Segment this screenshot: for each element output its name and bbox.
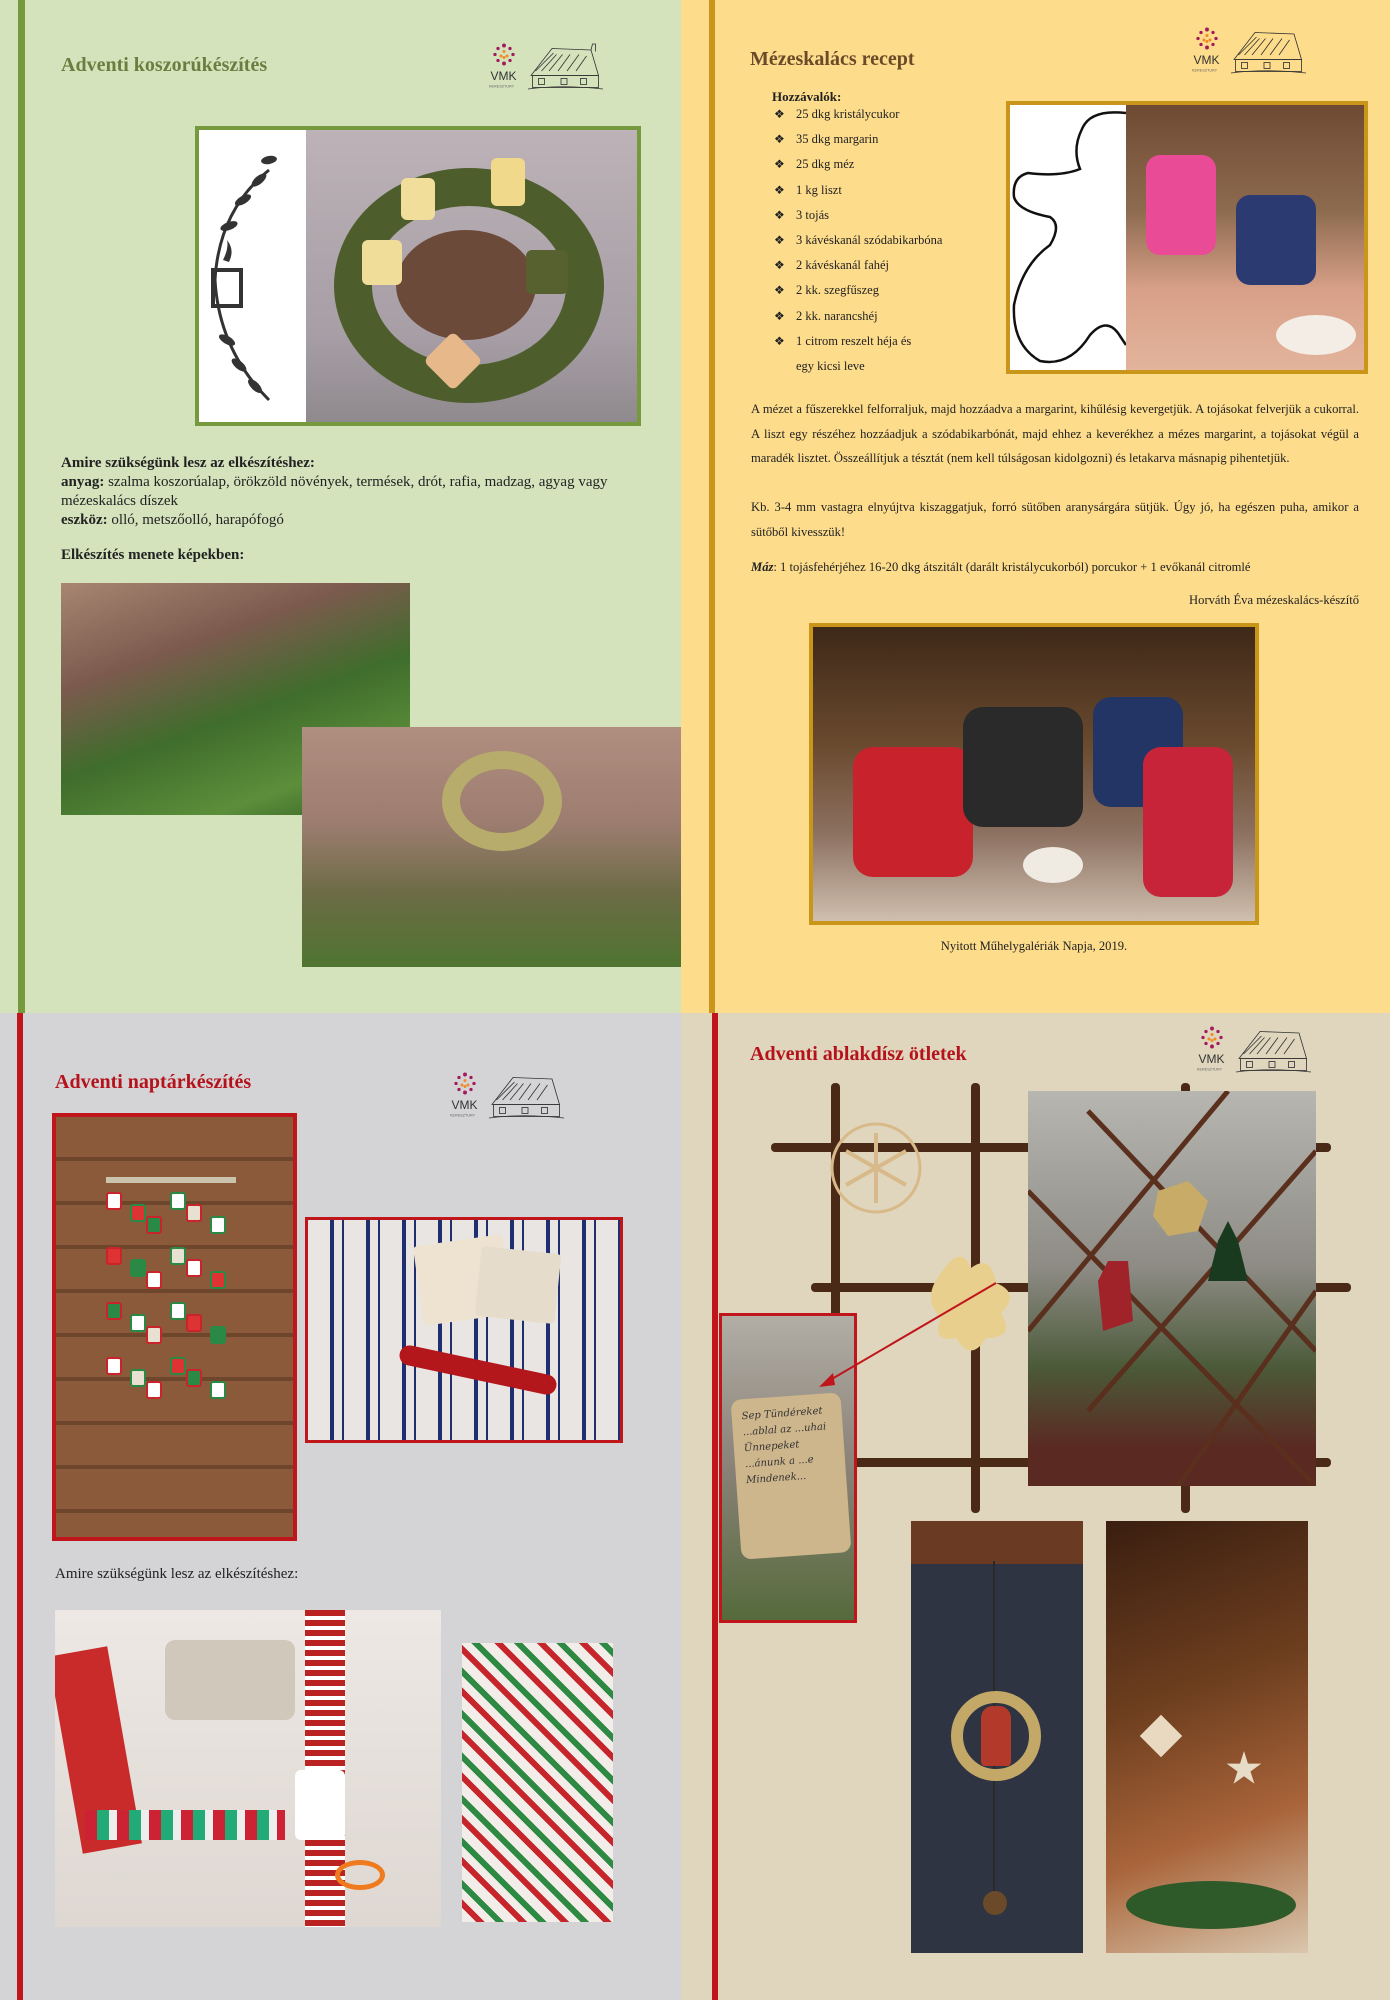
ingredient-item: ❖ 25 dkg kristálycukor [774, 107, 1004, 132]
glaze-line: Máz: 1 tojásfehérjéhez 16-20 dkg átszitált (darált kristálycukorból) porcukor + 1 evőkanál citromlé [751, 560, 1251, 574]
tools-text: eszköz: olló, metszőolló, harapófogó [61, 512, 284, 528]
recipe-paragraph-1: A mézet a fűszerekkel felforraljuk, majd hozzáadva a margarint, kihűlésig kevergetjük. A tojásokat felverjük a cukorral. A liszt egy részéhez hozzáadjuk a szódabikarbónát, majd ehhez a keverékhez a mézes margarint, a tojásokat végül a maradék lisztet. Összeállítjuk a tésztát (nem kell túlságosan kidolgozni) és letakarva másnapig pihentetjük. [751, 402, 1359, 465]
page-title: Adventi naptárkészítés [55, 1071, 252, 1093]
wreath-window-photo [911, 1521, 1083, 1953]
wreath-photo [306, 130, 637, 422]
calendar-cup [186, 1314, 202, 1332]
ingredient-item: ❖ 25 dkg méz [774, 157, 1004, 182]
calendar-cup [146, 1326, 162, 1344]
interior-decor-photo [1106, 1521, 1308, 1953]
steps-heading: Elkészítés menete képekben: [61, 547, 245, 563]
svg-text:KERESZTURY: KERESZTURY [450, 1113, 476, 1118]
ingredient-item: ❖ 1 kg liszt [774, 183, 1004, 208]
page-title: Mézeskalács recept [750, 48, 915, 70]
ingredient-item: ❖ 3 kávéskanál szódabikarbóna [774, 233, 1004, 258]
wreath-page [0, 0, 681, 1013]
candle [401, 178, 435, 220]
note-text: Sep Tündéreket ...ablal az ...uhai Ünnepeket ...ánunk a ...e Mindenek... [731, 1392, 852, 1559]
candle [526, 250, 568, 294]
vmk-logo [1189, 16, 1309, 88]
candle [491, 158, 525, 206]
hanging-calendar-photo [52, 1113, 297, 1541]
recipe-page [681, 0, 1390, 1013]
calendar-cup [130, 1314, 146, 1332]
calendar-cup [146, 1271, 162, 1289]
calendar-cup [210, 1271, 226, 1289]
ingredients-list [774, 107, 1004, 384]
materials-text: anyag: szalma koszorúalap, örökzöld növények, termések, drót, rafia, madzag, agyag vagy mézeskalács díszek [61, 474, 608, 509]
fabric-photo [462, 1643, 613, 1922]
calendar-cup [146, 1216, 162, 1234]
ingredient-item: ❖ 1 citrom reszelt héja és [774, 334, 1004, 359]
ingredient-item: ❖ 2 kk. szegfűszeg [774, 283, 1004, 308]
window-decor-page [681, 1013, 1390, 2000]
recipe-paragraph-2: Kb. 3-4 mm vastagra elnyújtva kiszaggatjuk, forró sütőben aranysárgára sütjük. Úgy jó, ha egészen puha, amikor a sütőből kivesszük! [751, 500, 1359, 539]
calendar-cup [106, 1192, 122, 1210]
lattice-window-photo [1028, 1091, 1316, 1486]
vmk-logo [486, 32, 606, 104]
ingredient-item: ❖ 2 kávéskanál fahéj [774, 258, 1004, 283]
calendar-cup [186, 1204, 202, 1222]
calendar-cup [170, 1302, 186, 1320]
svg-text:VMK: VMK [451, 1098, 478, 1112]
calendar-cup [146, 1381, 162, 1399]
red-accent-bar [712, 1013, 718, 2000]
needs-heading: Amire szükségünk lesz az elkészítéshez: [61, 455, 315, 471]
ingredient-item: egy kicsi leve [796, 358, 865, 373]
candle [362, 240, 402, 285]
calendar-cup [186, 1369, 202, 1387]
svg-text:VMK: VMK [1198, 1052, 1225, 1066]
arrow-pointer [811, 1273, 1011, 1393]
calendar-page [0, 1013, 681, 2000]
calendar-cup [106, 1247, 122, 1265]
svg-text:KERESZTURY: KERESZTURY [489, 84, 515, 89]
straw-base-photo [302, 727, 681, 967]
wreath-photo-frame [195, 126, 641, 426]
calendar-cup [130, 1259, 146, 1277]
ingredient-item: ❖ 35 dkg margarin [774, 132, 1004, 157]
needs-heading: Amire szükségünk lesz az elkészítéshez: [55, 1566, 299, 1582]
calendar-cup [130, 1369, 146, 1387]
calendar-cup [170, 1247, 186, 1265]
kids-baking-photo [1126, 105, 1364, 370]
calendar-cup [106, 1302, 122, 1320]
craft-supplies-photo [55, 1610, 441, 1927]
wreath-line-art [199, 130, 285, 422]
calendar-cup [210, 1381, 226, 1399]
author-signature: Horváth Éva mézeskalács-készítő [1189, 593, 1359, 607]
svg-text:KERESZTURY: KERESZTURY [1192, 68, 1218, 73]
calendar-cup [210, 1326, 226, 1344]
calendar-boxes-photo [305, 1217, 623, 1443]
gold-accent-bar [709, 0, 715, 1013]
ingredient-item: ❖ 2 kk. narancshéj [774, 309, 1004, 334]
calendar-cup [170, 1357, 186, 1375]
red-accent-bar [17, 1013, 23, 2000]
svg-text:VMK: VMK [1193, 53, 1220, 67]
workshop-photo [809, 623, 1259, 925]
ingredients-heading: Hozzávalók: [772, 89, 842, 104]
page-title: Adventi ablakdísz ötletek [750, 1043, 967, 1065]
calendar-cup [130, 1204, 146, 1222]
gingerbread-photo-frame [1006, 101, 1368, 374]
calendar-cup [210, 1216, 226, 1234]
calendar-cup [170, 1192, 186, 1210]
ingredient-item: ❖ 3 tojás [774, 208, 1004, 233]
gingerbread-man-outline [1010, 105, 1126, 370]
svg-text:KERESZTURY: KERESZTURY [1197, 1067, 1223, 1072]
calendar-cup [186, 1259, 202, 1277]
green-accent-bar [18, 0, 25, 1013]
vmk-logo [447, 1061, 567, 1133]
page-title: Adventi koszorúkészítés [61, 54, 268, 76]
calendar-cup [106, 1357, 122, 1375]
svg-text:VMK: VMK [490, 69, 517, 83]
photo-caption: Nyitott Műhelygalériák Napja, 2019. [940, 939, 1128, 953]
